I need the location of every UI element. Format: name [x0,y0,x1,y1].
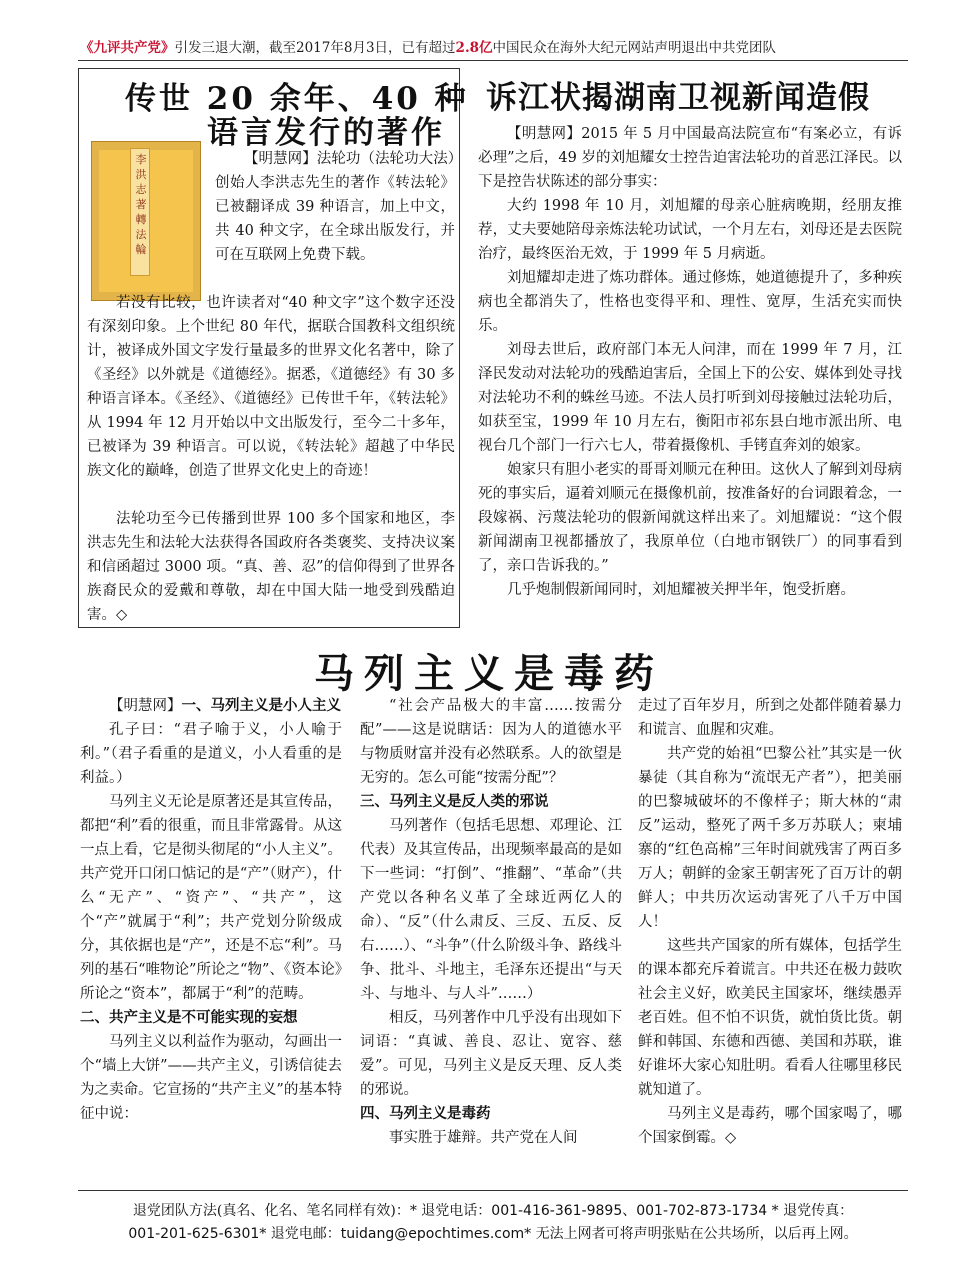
article2-p1: 【明慧网】2015 年 5 月中国最高法院宣布“有案必立，有诉必理”之后，49 岁的刘旭耀女士控告迫害法轮功的首恶江泽民。以下是控告状陈述的部分事实： [478,126,902,190]
footer-fax: 001-201-625-6301 [128,1226,260,1242]
article3-column1 [80,694,342,1126]
article2-p5: 娘家只有胆小老实的哥哥刘顺元在种田。这伙人了解到刘母病死的事实后，逼着刘顺元在摄像机前，按准备好的台词跟着念，一段嫁祸、污蔑法轮功的假新闻就这样出来了。刘旭耀说：“这个假新闻湖南卫视都播放了，我原单位（白地市钢铁厂）的同事看到了，亲口告诉我的。” [478,462,902,574]
article3-heading1: 一、马列主义是小人主义 [181,697,341,714]
footer-email: tuidang@epochtimes.com [340,1226,525,1242]
article2-p2: 大约 1998 年 10 月，刘旭耀的母亲心脏病晚期，经朋友推荐，丈夫要她陪母亲炼法轮功试试，一个月左右，刘母还是去医院治疗，最终医治无效，于 1999 年 5 月病逝。 [478,198,902,262]
article3-c2-p3: 相反，马列著作中几乎没有出现如下词语：“真诚、善良、忍让、宽容、慈爱”。可见，马列主义是反天理、反人类的邪说。 [360,1010,622,1098]
article2-p3: 刘旭耀却走进了炼功群体。通过修炼，她道德提升了，多种疾病也全都消失了，性格也变得平和、理性、宽厚，生活充实而快乐。 [478,270,902,334]
article3-column3 [638,694,902,1150]
article3-c3-p2: 共产党的始祖“巴黎公社”其实是一伙暴徒（其自称为“流氓无产者”），把美丽的巴黎城破坏的不像样子；斯大林的“肃反”运动，整死了两千多万苏联人；柬埔寨的“红色高棉”三年时间就残害了两百多万人；朝鲜的金家王朝害死了百万计的朝鲜人；中共历次运动害死了八千万中国人！ [638,746,902,930]
article3-heading2: 二、共产主义是不可能实现的妄想 [80,1009,298,1026]
article2-p4: 刘母去世后，政府部门本无人问津，而在 1999 年 7 月，江泽民发动对法轮功的残酷迫害后，全国上下的公安、媒体到处寻找对法轮功不利的蛛丝马迹。不法人员打听到刘母接触过法轮功后，如获至宝，1999 年 10 月左右，衡阳市祁东县白地市派出所、电视台几个部门一行六七人，带着摄像机、手铐直奔刘的娘家。 [478,342,902,454]
header-book: 《九评共产党》 [80,40,175,56]
article1-title-line2: 语言发行的著作 [207,115,445,151]
header-text1: 引发三退大潮，截至2017年8月3日，已有超过 [174,40,456,56]
article1-p2: 若没有比较，也许读者对“40 种文字”这个数字还没有深刻印象。上个世纪 80 年代，据联合国教科文组织统计，被译成外国文字发行量最多的世界文化名著中，除了《圣经》以外就是《道德经》。据悉，《道德经》有 30 多种语言译本。《圣经》、《道德经》已传世千年，《转法轮》从 1994 年 12 月开始以中文出版发行，至今二十多年，已被译为 39 种语言。可以说，《转法轮》超越了中华民族文化的巅峰，创造了世界文化史上的奇迹！ [87,295,455,479]
header-banner [80,36,910,56]
article3-c2-p2: 马列著作（包括毛思想、邓理论、江代表）及其宣传品，出现频率最高的是如下一些词：“打倒”、“推翻”、“革命”（共产党以各种名义革了全球近两亿人的命）、“反”（什么肃反、三反、五反、反右……）、“斗争”（什么阶级斗争、路线斗争、批斗、斗地主，毛泽东还提出“与天斗、与地斗、与人斗”……） [360,818,622,1002]
header-count: 2.8亿 [455,40,493,56]
article3-c2-p4: 事实胜于雄辩。共产党在人间 [389,1130,578,1146]
article1-box [78,68,469,628]
article3-heading4: 四、马列主义是毒药 [360,1105,491,1122]
book-cover-text: 李洪志著 轉法輪 [135,153,147,256]
footer-method: 退党团队方法(真名、化名、笔名同样有效)：* 退党电话： [132,1203,492,1219]
article3-c3-p4: 马列主义是毒药，哪个国家喝了，哪个国家倒霉。◇ [638,1106,902,1146]
article3-c1-p3: 马列主义以利益作为驱动，勾画出一个“墙上大饼”——共产主义，引诱信徒去为之卖命。它宣扬的“共产主义”的基本特征中说： [80,1034,342,1122]
article3-title: 马列主义是毒药 [314,650,664,697]
footer-note: * 无法上网者可将声明张贴在公共场所，以后再上网。 [524,1226,858,1242]
article3-lead: 【明慧网】 [109,698,182,714]
article3-c3-p1: 走过了百年岁月，所到之处都伴随着暴力和谎言、血腥和灾难。 [638,698,902,738]
article1-p1: 【明慧网】法轮功（法轮功大法）创始人李洪志先生的著作《转法轮》已被翻译成 39 种语言，加上中文，共 40 种文字，在全球出版发行，并可在互联网上免费下载。 [215,151,455,263]
footer-divider [78,1190,908,1191]
article2-body [478,122,902,602]
article3-c1-p2: 马列主义无论是原著还是其宣传品，都把“利”看的很重，而且非常露骨。从这一点上看，它是彻头彻尾的“小人主义”。共产党开口闭口惦记的是“产”（财产），什么“无产”、“资产”、“共产”，这个“产”就属于“利”；共产党划分阶级成分，其依据也是“产”，还是不忘“利”。马列的基石“唯物论”所论之“物”、《资本论》所论之“资本”，都属于“利”的范畴。 [80,794,342,1002]
footer-phones: 001-416-361-9895、001-702-873-1734 [491,1203,768,1219]
article1-title-line1: 传世 20 余年、40 种 [125,81,469,117]
footer-fax-label: * 退党传真： [767,1203,854,1219]
article3-c3-p3: 这些共产国家的所有媒体，包括学生的课本都充斥着谎言。中共还在极力鼓吹社会主义好，欧美民主国家坏，继续愚弄老百姓。但不怕不识货，就怕货比货。朝鲜和韩国、东德和西德、美国和苏联，谁好谁坏大家心知肚明。看看人往哪里移民就知道了。 [638,938,902,1098]
header-text2: 中国民众在海外大纪元网站声明退出中共党团队 [492,40,777,56]
article3-c2-p1: “社会产品极大的丰富……按需分配”——这是说瞎话：因为人的道德水平与物质财富并没有必然联系。人的欲望是无穷的。怎么可能“按需分配”？ [360,698,622,786]
header-divider [78,60,908,61]
article3-c1-p1: 孔子曰：“君子喻于义，小人喻于利。”（君子看重的是道义，小人看重的是利益。） [80,722,342,786]
book-cover-image [91,141,201,301]
article2-title: 诉江状揭湖南卫视新闻造假 [486,80,870,116]
article1-p3: 法轮功至今已传播到世界 100 多个国家和地区，李洪志先生和法轮大法获得各国政府各类褒奖、支持决议案和信函超过 3000 项。“真、善、忍”的信仰得到了世界各族裔民众的爱戴和尊敬，却在中国大陆一地受到残酷迫害。◇ [87,511,455,623]
article2-p6: 几乎炮制假新闻同时，刘旭耀被关押半年，饱受折磨。 [507,582,855,598]
article3-heading3: 三、马列主义是反人类的邪说 [360,793,549,810]
article3-column2 [360,694,622,1150]
footer-email-label: * 退党电邮： [259,1226,341,1242]
footer [78,1200,908,1246]
